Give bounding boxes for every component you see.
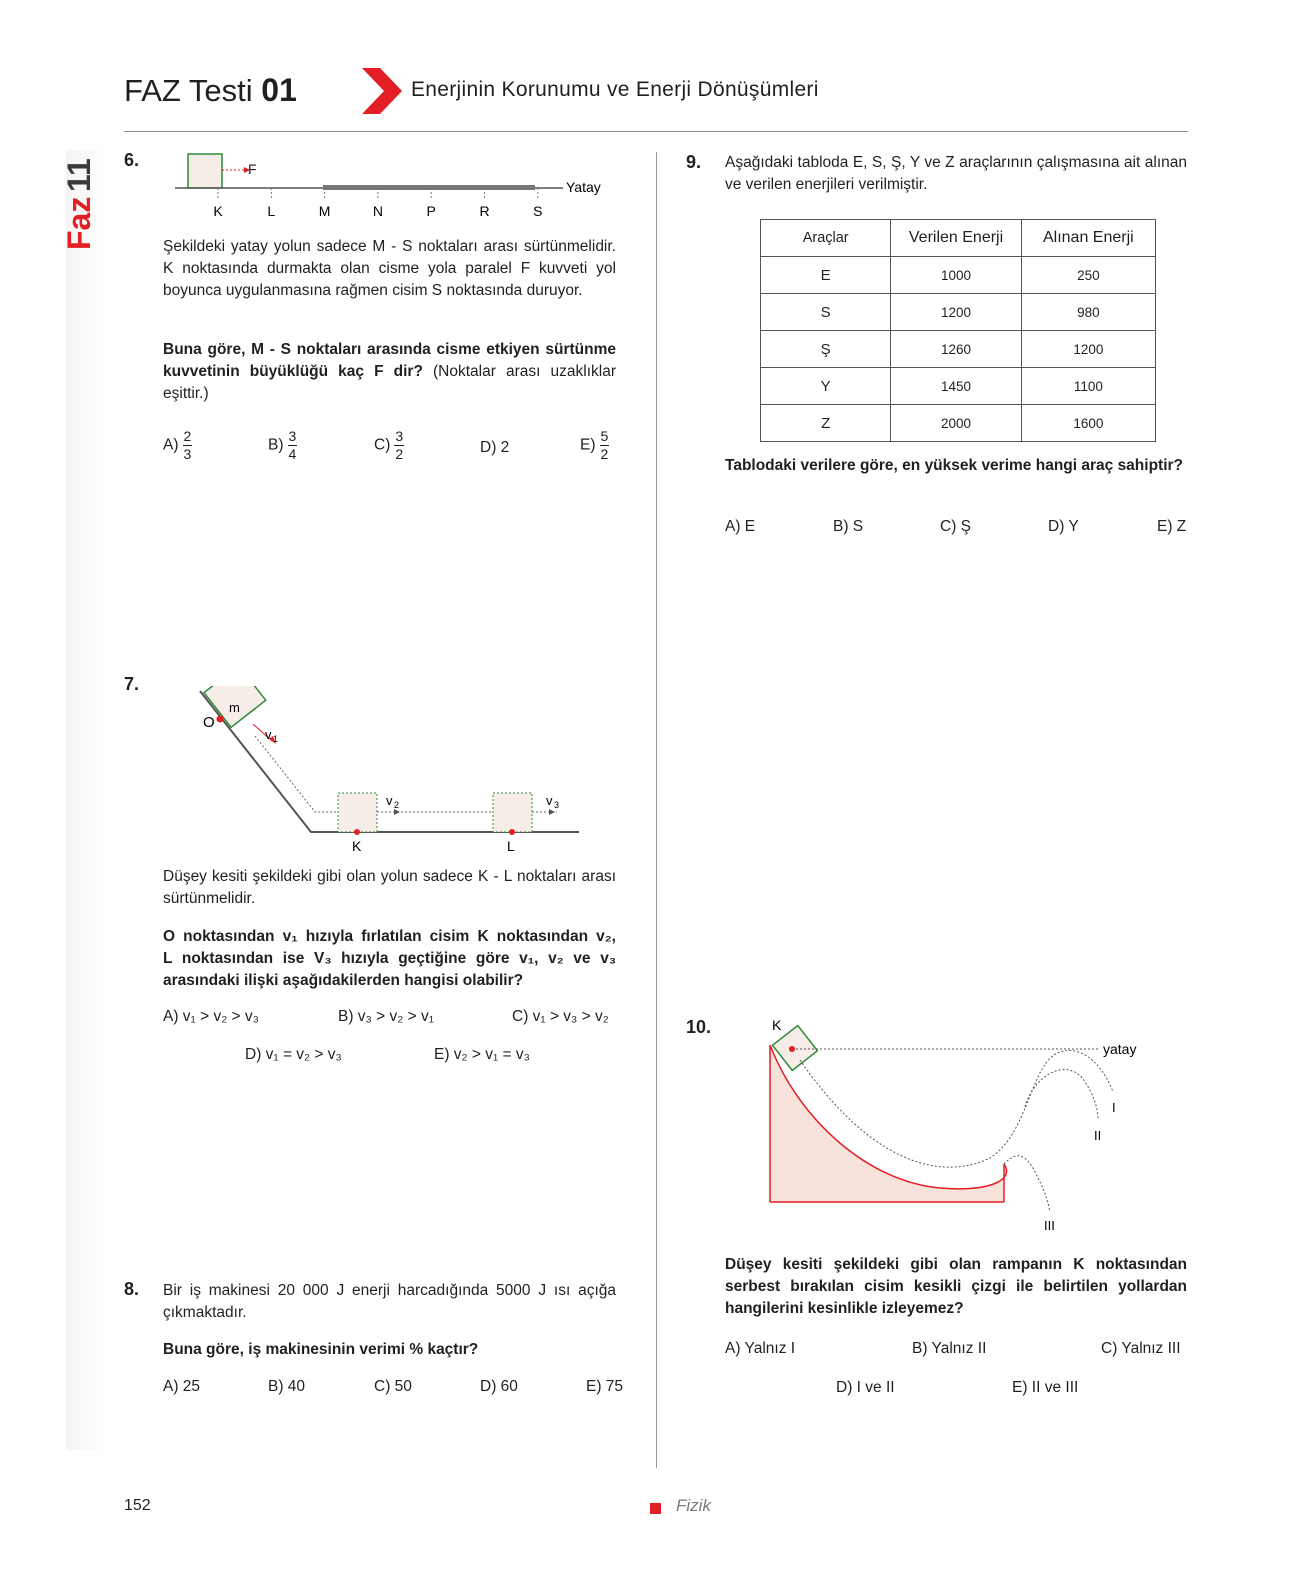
q8-option-e[interactable]: E) 75 [586,1378,624,1395]
q9-option-e[interactable]: E) Z [1157,518,1187,535]
q6-option-c[interactable]: C) $\frac{3}{2}$ [374,428,404,462]
q7-option-c[interactable]: C) v₁ > v₃ > v₂ [512,1008,609,1025]
question-7-question: O noktasından v₁ hızıyla fırlatılan cisim K noktasından v₂, L noktasından ise V₃ hızıyla geçtiğine göre v₁, v₂ ve v₃ arasındaki ilişki aşağıdakilerden hangisi olabilir? [163,928,616,989]
table-row: E 1000 250 [761,257,1156,294]
block-icon [188,154,222,188]
subject-label: Fizik [676,1496,711,1515]
column-divider [656,152,657,1468]
svg-text:v: v [386,793,393,808]
svg-text:O: O [203,714,215,731]
point-label: S [533,203,543,219]
table-header-row: Araçlar Verilen Enerji Alınan Enerji [761,220,1156,257]
question-9-text: Aşağıdaki tabloda E, S, Ş, Y ve Z araçlarının çalışmasına ait alınan ve verilen enerjileri verilmiştir. [725,154,1187,193]
test-subtitle: Enerjinin Korunumu ve Enerji Dönüşümleri [411,78,819,101]
q7-option-a[interactable]: A) v₁ > v₂ > v₃ [163,1008,259,1025]
question-9-question: Tablodaki verilere göre, en yüksek verime hangi araç sahiptir? [725,457,1184,474]
question-7-number: 7. [124,674,140,694]
q10-option-a[interactable]: A) Yalnız I [725,1340,796,1357]
svg-text:I: I [1112,1100,1116,1115]
point-label: P [426,203,436,219]
q7-option-e[interactable]: E) v₂ > v₁ = v₃ [434,1046,530,1063]
faz-logo [54,150,114,250]
point-label: M [318,203,331,219]
table-row: Z 2000 1600 [761,405,1156,442]
svg-text:K: K [352,838,362,854]
question-7-text: Düşey kesiti şekildeki gibi olan yolun sadece K - L noktaları arası sürtünmelidir. [163,868,616,907]
q9-option-a[interactable]: A) E [725,518,756,535]
question-6-figure [160,148,630,228]
point-label: R [479,203,490,219]
table-row: Y 1450 1100 [761,368,1156,405]
q7-option-b[interactable]: B) v₃ > v₂ > v₁ [338,1008,434,1025]
question-10-figure [760,1012,1160,1237]
q9-option-b[interactable]: B) S [833,518,864,535]
test-title: FAZ Testi 01 [124,72,297,108]
friction-zone [323,185,535,190]
question-8-question: Buna göre, iş makinesinin verimi % kaçtır? [163,1341,479,1358]
page-number: 152 [124,1497,151,1514]
svg-text:1: 1 [273,734,279,744]
point-label: L [267,203,276,219]
svg-text:K: K [772,1017,782,1033]
q6-option-b[interactable]: B) $\frac{3}{4}$ [268,428,297,462]
road-label: Yatay [566,179,601,195]
header-divider [124,131,1188,132]
svg-text:II: II [1094,1128,1102,1143]
svg-text:v: v [265,727,272,742]
question-8-number: 8. [124,1279,140,1299]
question-6-number: 6. [124,150,140,170]
q8-option-a[interactable]: A) 25 [163,1378,201,1395]
svg-text:11: 11 [61,158,97,192]
svg-text:L: L [507,838,515,854]
q10-option-d[interactable]: D) I ve II [836,1379,895,1396]
question-8-text: Bir iş makinesi 20 000 J enerji harcadığında 5000 J ısı açığa çıkmaktadır. [163,1282,616,1321]
question-10-question: Düşey kesiti şekildeki gibi olan rampanın K noktasından serbest bırakılan cisim kesikli çizgi ile belirtilen yollardan hangilerini kesinlikle izleyemez? [725,1256,1187,1317]
svg-text:m: m [229,700,240,715]
question-7-figure [195,686,590,856]
q8-option-d[interactable]: D) 60 [480,1378,518,1395]
q10-option-e[interactable]: E) II ve III [1012,1379,1079,1396]
q8-option-c[interactable]: C) 50 [374,1378,412,1395]
question-6-text: Şekildeki yatay yolun sadece M - S noktaları arası sürtünmelidir. K noktasında durmakta olan cisme yola paralel F kuvveti yol boyunca uygulanmasına rağmen cisim S noktasında duruyor. [163,238,616,299]
q6-option-a[interactable]: A) $\frac{2}{3}$ [163,428,192,462]
table-row: S 1200 980 [761,294,1156,331]
svg-text:Faz: Faz [61,196,97,250]
table-row: Ş 1260 1200 [761,331,1156,368]
q7-option-d[interactable]: D) v₁ = v₂ > v₃ [245,1046,342,1063]
chevron-right-icon [362,68,402,114]
point-label: K [213,203,223,219]
svg-text:yatay: yatay [1103,1041,1137,1057]
svg-text:2: 2 [394,800,400,810]
force-label: F [248,161,257,177]
question-9-number: 9. [686,152,702,172]
svg-text:v: v [546,793,553,808]
svg-text:3: 3 [554,800,560,810]
q10-option-b[interactable]: B) Yalnız II [912,1340,987,1357]
q9-option-c[interactable]: C) Ş [940,518,971,535]
q8-option-b[interactable]: B) 40 [268,1378,306,1395]
question-6-question: Buna göre, M - S noktaları arasında cisme etkiyen sürtünme kuvvetinin büyüklüğü kaç F dir? (Noktalar arası uzaklıklar eşittir.) [163,341,616,402]
q9-option-d[interactable]: D) Y [1048,518,1079,535]
square-icon [650,1503,661,1514]
energy-table [760,219,1156,442]
q10-option-c[interactable]: C) Yalnız III [1101,1340,1181,1357]
q6-option-d[interactable]: D) 2 [480,439,510,456]
point-label: N [372,203,383,219]
question-10-number: 10. [686,1017,712,1037]
q6-option-e[interactable]: E) $\frac{5}{2}$ [580,428,609,462]
svg-text:III: III [1044,1218,1055,1233]
sidebar-strip [66,150,110,1450]
